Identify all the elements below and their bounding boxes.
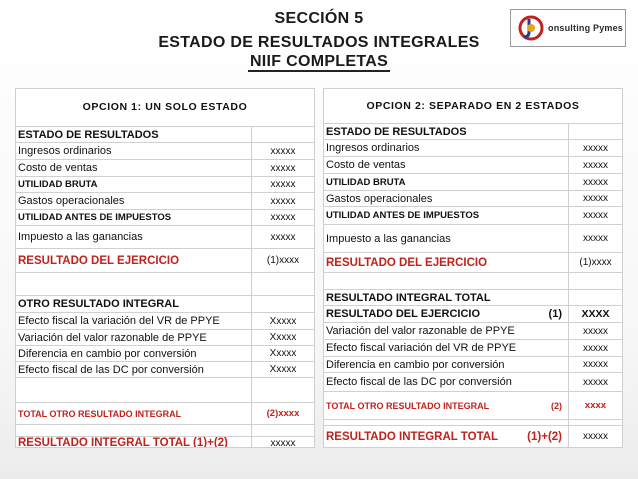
row-value: (1)xxxx <box>579 257 612 268</box>
row-value <box>252 378 314 402</box>
row-value <box>252 425 314 436</box>
table-row <box>324 272 622 289</box>
row-label: Diferencia en cambio por conversión <box>16 346 252 361</box>
row-label: RESULTADO INTEGRAL TOTAL (1)+(2) <box>16 437 252 448</box>
row-value: xxxxx <box>583 325 608 337</box>
table-row <box>324 305 622 322</box>
table-row <box>16 312 314 329</box>
framework-title-text: NIIF COMPLETAS <box>249 53 389 70</box>
row-value: xxxxx <box>583 342 608 354</box>
table-row <box>16 361 314 377</box>
table-row <box>324 123 622 139</box>
row-label: Impuesto a las ganancias <box>16 226 252 248</box>
table-row <box>324 425 622 447</box>
option2-title: OPCION 2: SEPARADO EN 2 ESTADOS <box>366 100 580 112</box>
row-value: xxxxx <box>270 179 296 190</box>
row-value: Xxxxx <box>269 364 297 375</box>
framework-title <box>0 52 638 72</box>
option1-panel <box>15 88 315 448</box>
table-row <box>324 252 622 272</box>
table-row <box>324 173 622 190</box>
table-row <box>16 225 314 248</box>
row-value: xxxxx <box>270 231 296 243</box>
table-row <box>16 329 314 345</box>
row-label: Efecto fiscal de las DC por conversión <box>324 373 569 391</box>
option2-panel <box>323 88 623 448</box>
row-label: Variación del valor razonable de PPYE <box>16 330 252 345</box>
row-label: RESULTADO DEL EJERCICIO <box>16 249 252 272</box>
table-row <box>16 248 314 272</box>
table-row <box>16 402 314 424</box>
table-row <box>16 436 314 448</box>
row-label: Diferencia en cambio por conversión <box>324 357 569 372</box>
row-value: xxxxx <box>583 376 608 388</box>
row-label: UTILIDAD ANTES DE IMPUESTOS <box>324 207 569 224</box>
table-row <box>324 372 622 391</box>
row-reference: (2) <box>551 400 562 411</box>
row-label: Gastos operacionales <box>324 191 569 206</box>
table-row <box>324 190 622 206</box>
row-label: UTILIDAD BRUTA <box>324 174 569 190</box>
statement-title: ESTADO DE RESULTADOS INTEGRALES <box>158 34 480 51</box>
row-label <box>16 378 252 402</box>
option1-title: OPCION 1: UN SOLO ESTADO <box>82 101 248 113</box>
row-value: xxxxx <box>583 210 608 221</box>
row-label: Costo de ventas <box>16 160 252 176</box>
row-value: XXXX <box>581 308 610 320</box>
consulting-logo-icon <box>516 13 546 43</box>
row-value: xxxxx <box>583 233 608 244</box>
table-row <box>16 176 314 192</box>
row-value <box>569 124 622 139</box>
row-label: TOTAL OTRO RESULTADO INTEGRAL <box>16 403 252 424</box>
row-value: Xxxxx <box>269 315 297 327</box>
row-value: xxxx <box>584 400 607 411</box>
row-label: RESULTADO DEL EJERCICIO (1) <box>324 306 569 322</box>
row-label: ESTADO DE RESULTADOS <box>324 124 569 139</box>
section-title: SECCIÓN 5 <box>274 10 364 27</box>
logo-text: onsulting Pymes <box>548 23 624 33</box>
row-label <box>324 273 569 289</box>
company-logo <box>510 9 626 47</box>
table-row <box>324 322 622 339</box>
row-label: RESULTADO INTEGRAL TOTAL <box>324 290 569 305</box>
row-value: xxxxx <box>583 193 608 204</box>
table-row <box>16 345 314 361</box>
row-value: (2)xxxx <box>266 408 300 419</box>
table-row <box>16 192 314 209</box>
row-label: Ingresos ordinarios <box>324 140 569 156</box>
table-row <box>324 139 622 156</box>
row-label: Efecto fiscal variación del VR de PPYE <box>324 340 569 356</box>
row-label: Gastos operacionales <box>16 193 252 209</box>
table-row <box>16 424 314 436</box>
row-value: Xxxxx <box>269 348 297 359</box>
row-value: xxxxx <box>270 195 296 207</box>
row-label <box>16 425 252 436</box>
row-value: xxxxx <box>270 145 296 157</box>
table-row <box>16 295 314 312</box>
table-row <box>16 159 314 176</box>
table-row <box>324 356 622 372</box>
row-label: Ingresos ordinarios <box>16 143 252 159</box>
table-row <box>16 142 314 159</box>
row-value: xxxxx <box>270 212 296 223</box>
row-label: UTILIDAD ANTES DE IMPUESTOS <box>16 210 252 225</box>
table-row <box>324 289 622 305</box>
row-value: xxxxx <box>583 176 608 188</box>
row-value <box>569 290 622 305</box>
row-label: Impuesto a las ganancias <box>324 225 569 252</box>
row-value: xxxxx <box>583 159 608 171</box>
row-value: xxxxx <box>583 142 608 154</box>
row-value <box>252 296 314 312</box>
table-row <box>16 209 314 225</box>
row-label: Efecto fiscal de las DC por conversión <box>16 362 252 377</box>
row-label: UTILIDAD BRUTA <box>16 177 252 192</box>
table-row <box>324 224 622 252</box>
row-label: OTRO RESULTADO INTEGRAL <box>16 296 252 312</box>
row-value <box>252 273 314 295</box>
row-label: Variación del valor razonable de PPYE <box>324 323 569 339</box>
row-value: xxxxx <box>583 359 608 370</box>
row-value <box>252 127 314 142</box>
table-row <box>324 206 622 224</box>
row-reference: (1)+(2) <box>527 430 562 443</box>
row-reference: (1) <box>548 308 562 320</box>
row-label: RESULTADO INTEGRAL TOTAL (1)+(2) <box>324 426 569 447</box>
row-value: xxxxx <box>583 431 608 442</box>
row-label: ESTADO DE RESULTADOS <box>16 127 252 142</box>
table-row <box>16 377 314 402</box>
row-value: xxxxx <box>270 162 296 174</box>
table-row <box>324 339 622 356</box>
row-label: RESULTADO DEL EJERCICIO <box>324 253 569 272</box>
row-value: xxxxx <box>270 437 296 448</box>
row-value: Xxxxx <box>269 332 297 343</box>
row-label: Efecto fiscal la variación del VR de PPYE <box>16 313 252 329</box>
row-label: Costo de ventas <box>324 157 569 173</box>
table-row <box>324 391 622 419</box>
row-label: TOTAL OTRO RESULTADO INTEGRAL (2) <box>324 392 569 419</box>
table-row <box>16 126 314 142</box>
row-label <box>16 273 252 295</box>
table-row <box>324 156 622 173</box>
table-row <box>16 272 314 295</box>
row-value: (1)xxxx <box>266 255 300 266</box>
row-value <box>569 273 622 289</box>
